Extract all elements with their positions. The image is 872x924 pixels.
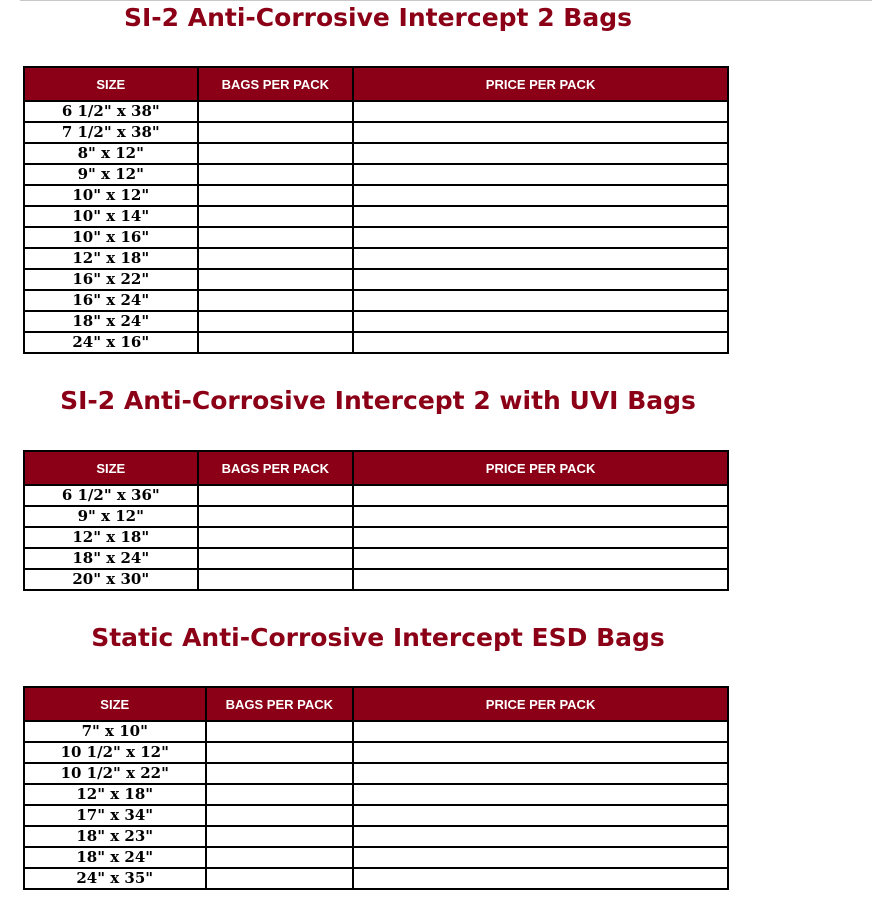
bags-per-pack-cell — [198, 548, 354, 569]
size-cell: 10" x 12" — [24, 185, 198, 206]
table-row — [24, 805, 728, 826]
price-per-pack-cell — [353, 101, 728, 122]
bags-per-pack-cell — [198, 569, 354, 590]
price-per-pack-cell — [353, 185, 728, 206]
section-title: SI-2 Anti-Corrosive Intercept 2 Bags — [123, 3, 633, 32]
table-row — [24, 868, 728, 889]
bags-per-pack-cell — [206, 742, 354, 763]
table-row — [24, 763, 728, 784]
column-header: PRICE PER PACK — [353, 67, 728, 101]
price-table — [23, 686, 729, 890]
table-row — [24, 185, 728, 206]
table-row — [24, 227, 728, 248]
size-cell: 9" x 12" — [24, 164, 198, 185]
size-cell: 12" x 18" — [24, 248, 198, 269]
section-title: Static Anti-Corrosive Intercept ESD Bags — [91, 623, 665, 652]
size-cell: 18" x 24" — [24, 548, 198, 569]
size-cell: 10 1/2" x 22" — [24, 763, 206, 784]
size-cell: 10" x 16" — [24, 227, 198, 248]
table-row — [24, 847, 728, 868]
bags-per-pack-cell — [198, 506, 354, 527]
price-per-pack-cell — [353, 569, 728, 590]
size-cell: 18" x 23" — [24, 826, 206, 847]
section-title: SI-2 Anti-Corrosive Intercept 2 with UVI Bags — [60, 386, 696, 415]
price-per-pack-cell — [353, 122, 728, 143]
price-per-pack-cell — [353, 311, 728, 332]
price-per-pack-cell — [353, 548, 728, 569]
price-per-pack-cell — [353, 227, 728, 248]
size-cell: 6 1/2" x 38" — [24, 101, 198, 122]
price-table — [23, 450, 729, 591]
table-row — [24, 122, 728, 143]
table-row — [24, 101, 728, 122]
price-per-pack-cell — [353, 143, 728, 164]
table-row — [24, 527, 728, 548]
bags-per-pack-cell — [198, 485, 354, 506]
table-row — [24, 548, 728, 569]
table-row — [24, 569, 728, 590]
bags-per-pack-cell — [198, 311, 354, 332]
table-row — [24, 248, 728, 269]
bags-per-pack-cell — [206, 805, 354, 826]
table-header-row — [24, 687, 728, 721]
column-header: SIZE — [24, 451, 198, 485]
price-per-pack-cell — [353, 721, 728, 742]
table-header-row — [24, 67, 728, 101]
bags-per-pack-cell — [206, 721, 354, 742]
size-cell: 12" x 18" — [24, 527, 198, 548]
column-header: PRICE PER PACK — [353, 687, 728, 721]
size-cell: 8" x 12" — [24, 143, 198, 164]
price-per-pack-cell — [353, 868, 728, 889]
table-row — [24, 206, 728, 227]
bags-per-pack-cell — [198, 101, 354, 122]
price-per-pack-cell — [353, 784, 728, 805]
size-cell: 16" x 22" — [24, 269, 198, 290]
size-cell: 9" x 12" — [24, 506, 198, 527]
price-per-pack-cell — [353, 742, 728, 763]
table-row — [24, 721, 728, 742]
price-per-pack-cell — [353, 332, 728, 353]
table-row — [24, 826, 728, 847]
table-row — [24, 269, 728, 290]
bags-per-pack-cell — [206, 763, 354, 784]
column-header: BAGS PER PACK — [198, 451, 354, 485]
table-row — [24, 164, 728, 185]
bags-per-pack-cell — [198, 185, 354, 206]
bags-per-pack-cell — [198, 227, 354, 248]
size-cell: 7 1/2" x 38" — [24, 122, 198, 143]
table-row — [24, 784, 728, 805]
bags-per-pack-cell — [198, 122, 354, 143]
price-table — [23, 66, 729, 354]
size-cell: 18" x 24" — [24, 847, 206, 868]
bags-per-pack-cell — [206, 868, 354, 889]
price-per-pack-cell — [353, 763, 728, 784]
size-cell: 10 1/2" x 12" — [24, 742, 206, 763]
bags-per-pack-cell — [198, 269, 354, 290]
column-header: BAGS PER PACK — [198, 67, 354, 101]
size-cell: 6 1/2" x 36" — [24, 485, 198, 506]
bags-per-pack-cell — [206, 784, 354, 805]
size-cell: 12" x 18" — [24, 784, 206, 805]
price-per-pack-cell — [353, 527, 728, 548]
bags-per-pack-cell — [198, 527, 354, 548]
size-cell: 16" x 24" — [24, 290, 198, 311]
bags-per-pack-cell — [206, 826, 354, 847]
bags-per-pack-cell — [198, 332, 354, 353]
top-divider — [20, 0, 872, 1]
bags-per-pack-cell — [198, 206, 354, 227]
column-header: SIZE — [24, 687, 206, 721]
size-cell: 24" x 16" — [24, 332, 198, 353]
price-per-pack-cell — [353, 248, 728, 269]
price-per-pack-cell — [353, 164, 728, 185]
table-row — [24, 742, 728, 763]
price-per-pack-cell — [353, 206, 728, 227]
bags-per-pack-cell — [198, 143, 354, 164]
price-per-pack-cell — [353, 506, 728, 527]
table-row — [24, 290, 728, 311]
bags-per-pack-cell — [198, 164, 354, 185]
table-row — [24, 506, 728, 527]
column-header: SIZE — [24, 67, 198, 101]
table-row — [24, 311, 728, 332]
price-per-pack-cell — [353, 826, 728, 847]
column-header: PRICE PER PACK — [353, 451, 728, 485]
price-per-pack-cell — [353, 805, 728, 826]
size-cell: 20" x 30" — [24, 569, 198, 590]
table-row — [24, 332, 728, 353]
column-header: BAGS PER PACK — [206, 687, 354, 721]
bags-per-pack-cell — [198, 290, 354, 311]
size-cell: 17" x 34" — [24, 805, 206, 826]
bags-per-pack-cell — [198, 248, 354, 269]
size-cell: 18" x 24" — [24, 311, 198, 332]
table-row — [24, 143, 728, 164]
price-per-pack-cell — [353, 485, 728, 506]
table-row — [24, 485, 728, 506]
size-cell: 24" x 35" — [24, 868, 206, 889]
size-cell: 7" x 10" — [24, 721, 206, 742]
price-per-pack-cell — [353, 290, 728, 311]
size-cell: 10" x 14" — [24, 206, 198, 227]
table-header-row — [24, 451, 728, 485]
price-per-pack-cell — [353, 847, 728, 868]
bags-per-pack-cell — [206, 847, 354, 868]
price-per-pack-cell — [353, 269, 728, 290]
